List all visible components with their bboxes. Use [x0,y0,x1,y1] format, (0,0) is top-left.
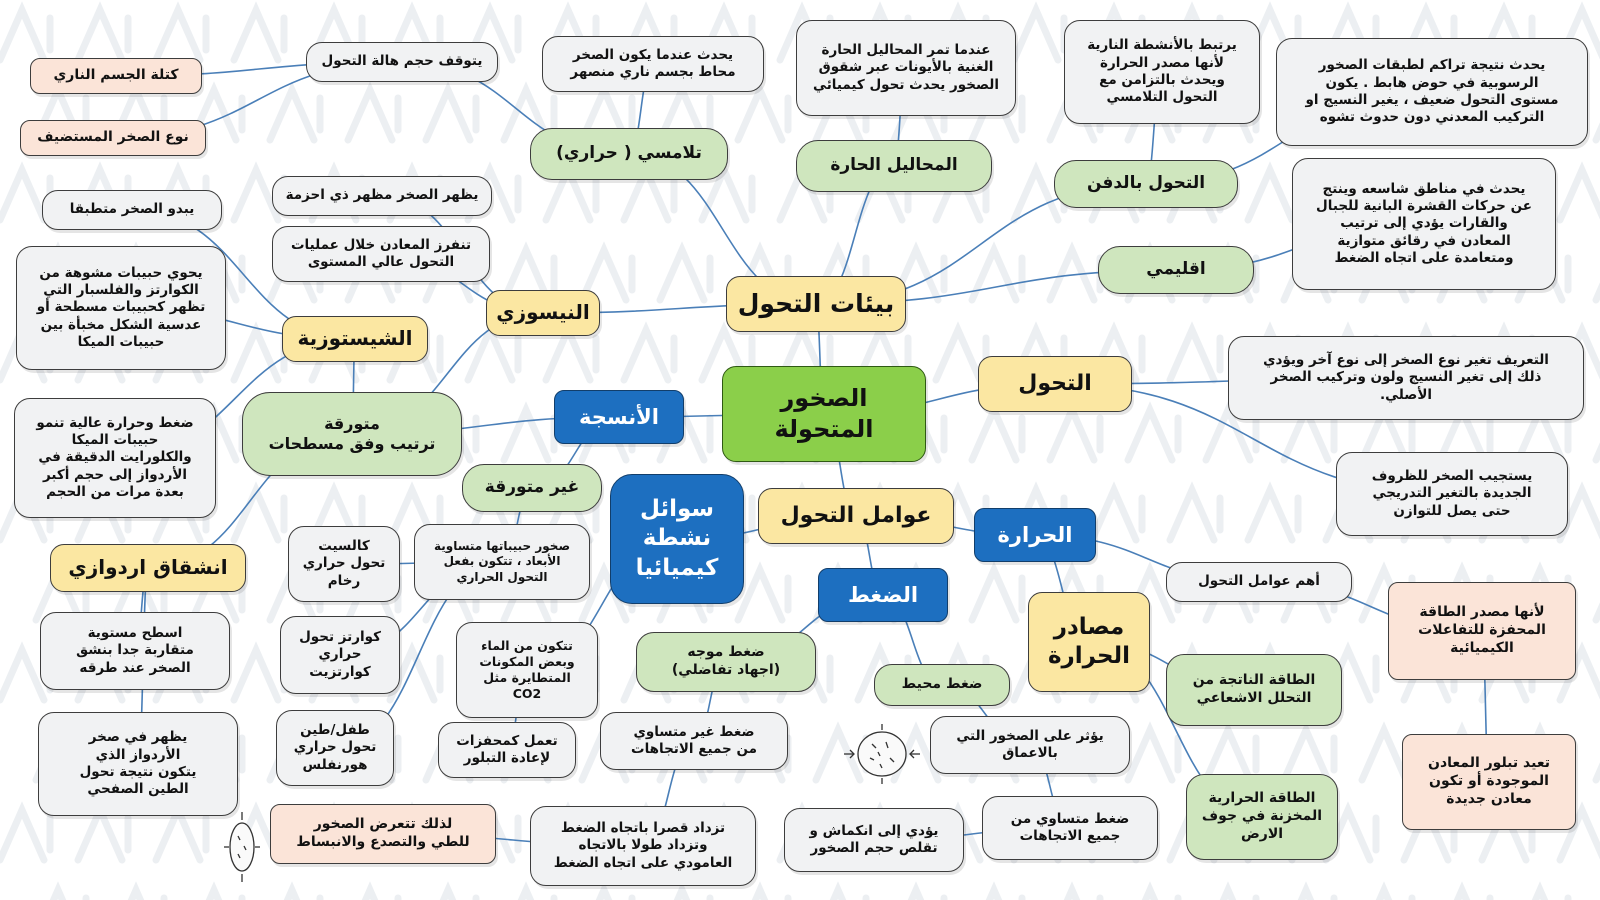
internal-heat: الطاقة الحرارية المخزنة في جوف الارض [1186,774,1338,860]
pressure-unequal: ضغط غير متساوي من جميع الاتجاهات [600,712,788,770]
nonfoliated-node: غير متورقة [462,464,602,512]
heat-effect: تعيد تبلور المعادن الموجودة أو تكون معادن جديدة [1402,734,1576,830]
pressure-equal: ضغط متساوي من جميع الاتجاهات [982,796,1158,860]
confining-pressure: ضغط محيط [874,664,1010,706]
halo-node: يتوقف حجم هالة التحول [306,42,498,82]
heat-node: الحرارة [974,508,1096,562]
metamorphism-response: يستجيب الصخر للظروف الجديدة بالتغير التدريجي حتى يصل للتوازن [1336,452,1568,536]
heat-reason: لأنها مصدر الطاقة المحفزة للتفاعلات الكيميائية [1388,582,1576,680]
pressure-deep: يؤثر على الصخور التي بالاعماق [930,716,1130,774]
pressure-node: الضغط [818,568,948,622]
factors-node: عوامل التحول [758,488,954,544]
burial-desc: يحدث نتيجة تراكم لطبقات الصخور الرسوبية في حوض هابط . يكون مستوى التحول ضعيف ، يغير النسيج او التركيب المعدني دون حدوث تشوه [1276,38,1588,146]
burial-node: التحول بالدفن [1054,160,1238,208]
schist-desc-layered: يبدو الصخر متطبقا [42,190,222,230]
confining-pressure-icon [840,724,924,784]
slate-cleavage-node: انشقاق اردوازي [50,544,246,592]
halo-factor-host: نوع الصخر المستضيف [20,120,206,156]
gneiss-desc-segregation: تنفرز المعادن خلال عمليات التحول عالي المستوى [272,226,490,282]
regional-node: اقليمي [1098,246,1254,294]
quartz-quartzite: كوارتز تحول حراري كوارتزيت [280,616,400,694]
schist-desc-grains: يحوي حبيبات مشوهة من الكوارتز والفلسبار التي تظهر كحبيبات مسطحة أو عدسية الشكل مخبأة بين حبيبات الميكا [16,246,226,370]
hydrothermal-node: المحاليل الحارة [796,140,992,192]
pressure-shrink: يؤدي إلى انكماش و تقلص حجم الصخور [784,808,964,872]
radioactive-decay: الطاقة الناتجة من التحلل الاشعاعي [1166,654,1342,726]
contact-desc: يحدث عندما يكون الصخر محاط بجسم ناري منصهر [542,36,764,92]
foliated-node: متورقة ترتيب وفق مسطحات [242,392,462,476]
hydrothermal-desc: عندما تمر المحاليل الحارة الغنية بالأيونات عبر شقوق الصخور يحدث تحول كيميائي [796,20,1016,116]
pressure-folding: لذلك تتعرض الصخور للطي والتصدع والانبساط [270,804,496,864]
metamorphism-node: التحول [978,356,1132,412]
slate-desc-shale: يظهر في صخر الأردواز الذي يتكون نتيجة تحول الطين الصفحي [38,712,238,816]
gneiss-node: النيسوزي [486,290,600,336]
nonfoliated-desc: صخور حبيباتها متساوية الأبعاد ، تتكون بفعل التحول الحراري [414,524,590,600]
schist-node: الشيستوزية [282,316,428,362]
fluids-desc-composition: تتكون من الماء وبعض المكونات المتطايرة مثل CO2 [456,622,598,718]
contact-node: تلامسي ( حراري) [530,128,728,180]
title-node: بيئات التحول [726,276,906,332]
heat-important: أهم عوامل التحول [1166,562,1352,602]
halo-factor-mass: كتلة الجسم الناري [30,58,202,94]
slate-desc-planes: اسطح مستوية متقاربة جدا بنشق الصخر عند طرقه [40,612,230,690]
metamorphism-definition: التعريف تغير نوع الصخر إلى نوع آخر ويؤدي ذلك إلى تغير النسيج ولون وتركيب الصخر الأصلي. [1228,336,1584,420]
directed-pressure: ضغط موجه (اجهاد تفاضلي) [636,632,816,692]
center-node: الصخور المتحولة [722,366,926,462]
fluids-node: سوائل نشطة كيميائيا [610,474,744,604]
heat-sources-node: مصادر الحرارة [1028,592,1150,692]
regional-desc: يحدث في مناطق شاسعه وينتج عن حركات القشرة البانية للجبال والقارات يؤدي إلى ترتيب المعادن في رقائق متوازية ومتعامدة على اتجاه الضغط [1292,158,1556,290]
directed-pressure-icon [222,810,262,884]
textures-node: الأنسجة [554,390,684,444]
igneous-link-desc: يرتبط بالأنشطة النارية لأنها مصدر الحرارة ويحدث بالتزامن مع التحول التلامسي [1064,20,1260,124]
schist-desc-mica: ضغط وحرارة عالية تنمو حبيبات الميكا والكلورايت الدقيقة في الأردواز إلى حجم أكبر بعدة مرات من الحجم [14,398,216,518]
pressure-shortening: تزداد قصرا باتجاه الضغط وتزداد طولا بالاتجاه العامودي على اتجاه الضغط [530,806,756,886]
clay-hornfels: طفل/طين تحول حراري هورنفلس [276,710,394,786]
calcite-marble: كالسيت تحول حراري رخام [288,526,400,602]
gneiss-desc-banded: يظهر الصخر مظهر ذي احزمة [272,176,492,216]
fluids-desc-catalyst: تعمل كمحفزات لإعادة التبلور [438,722,576,778]
